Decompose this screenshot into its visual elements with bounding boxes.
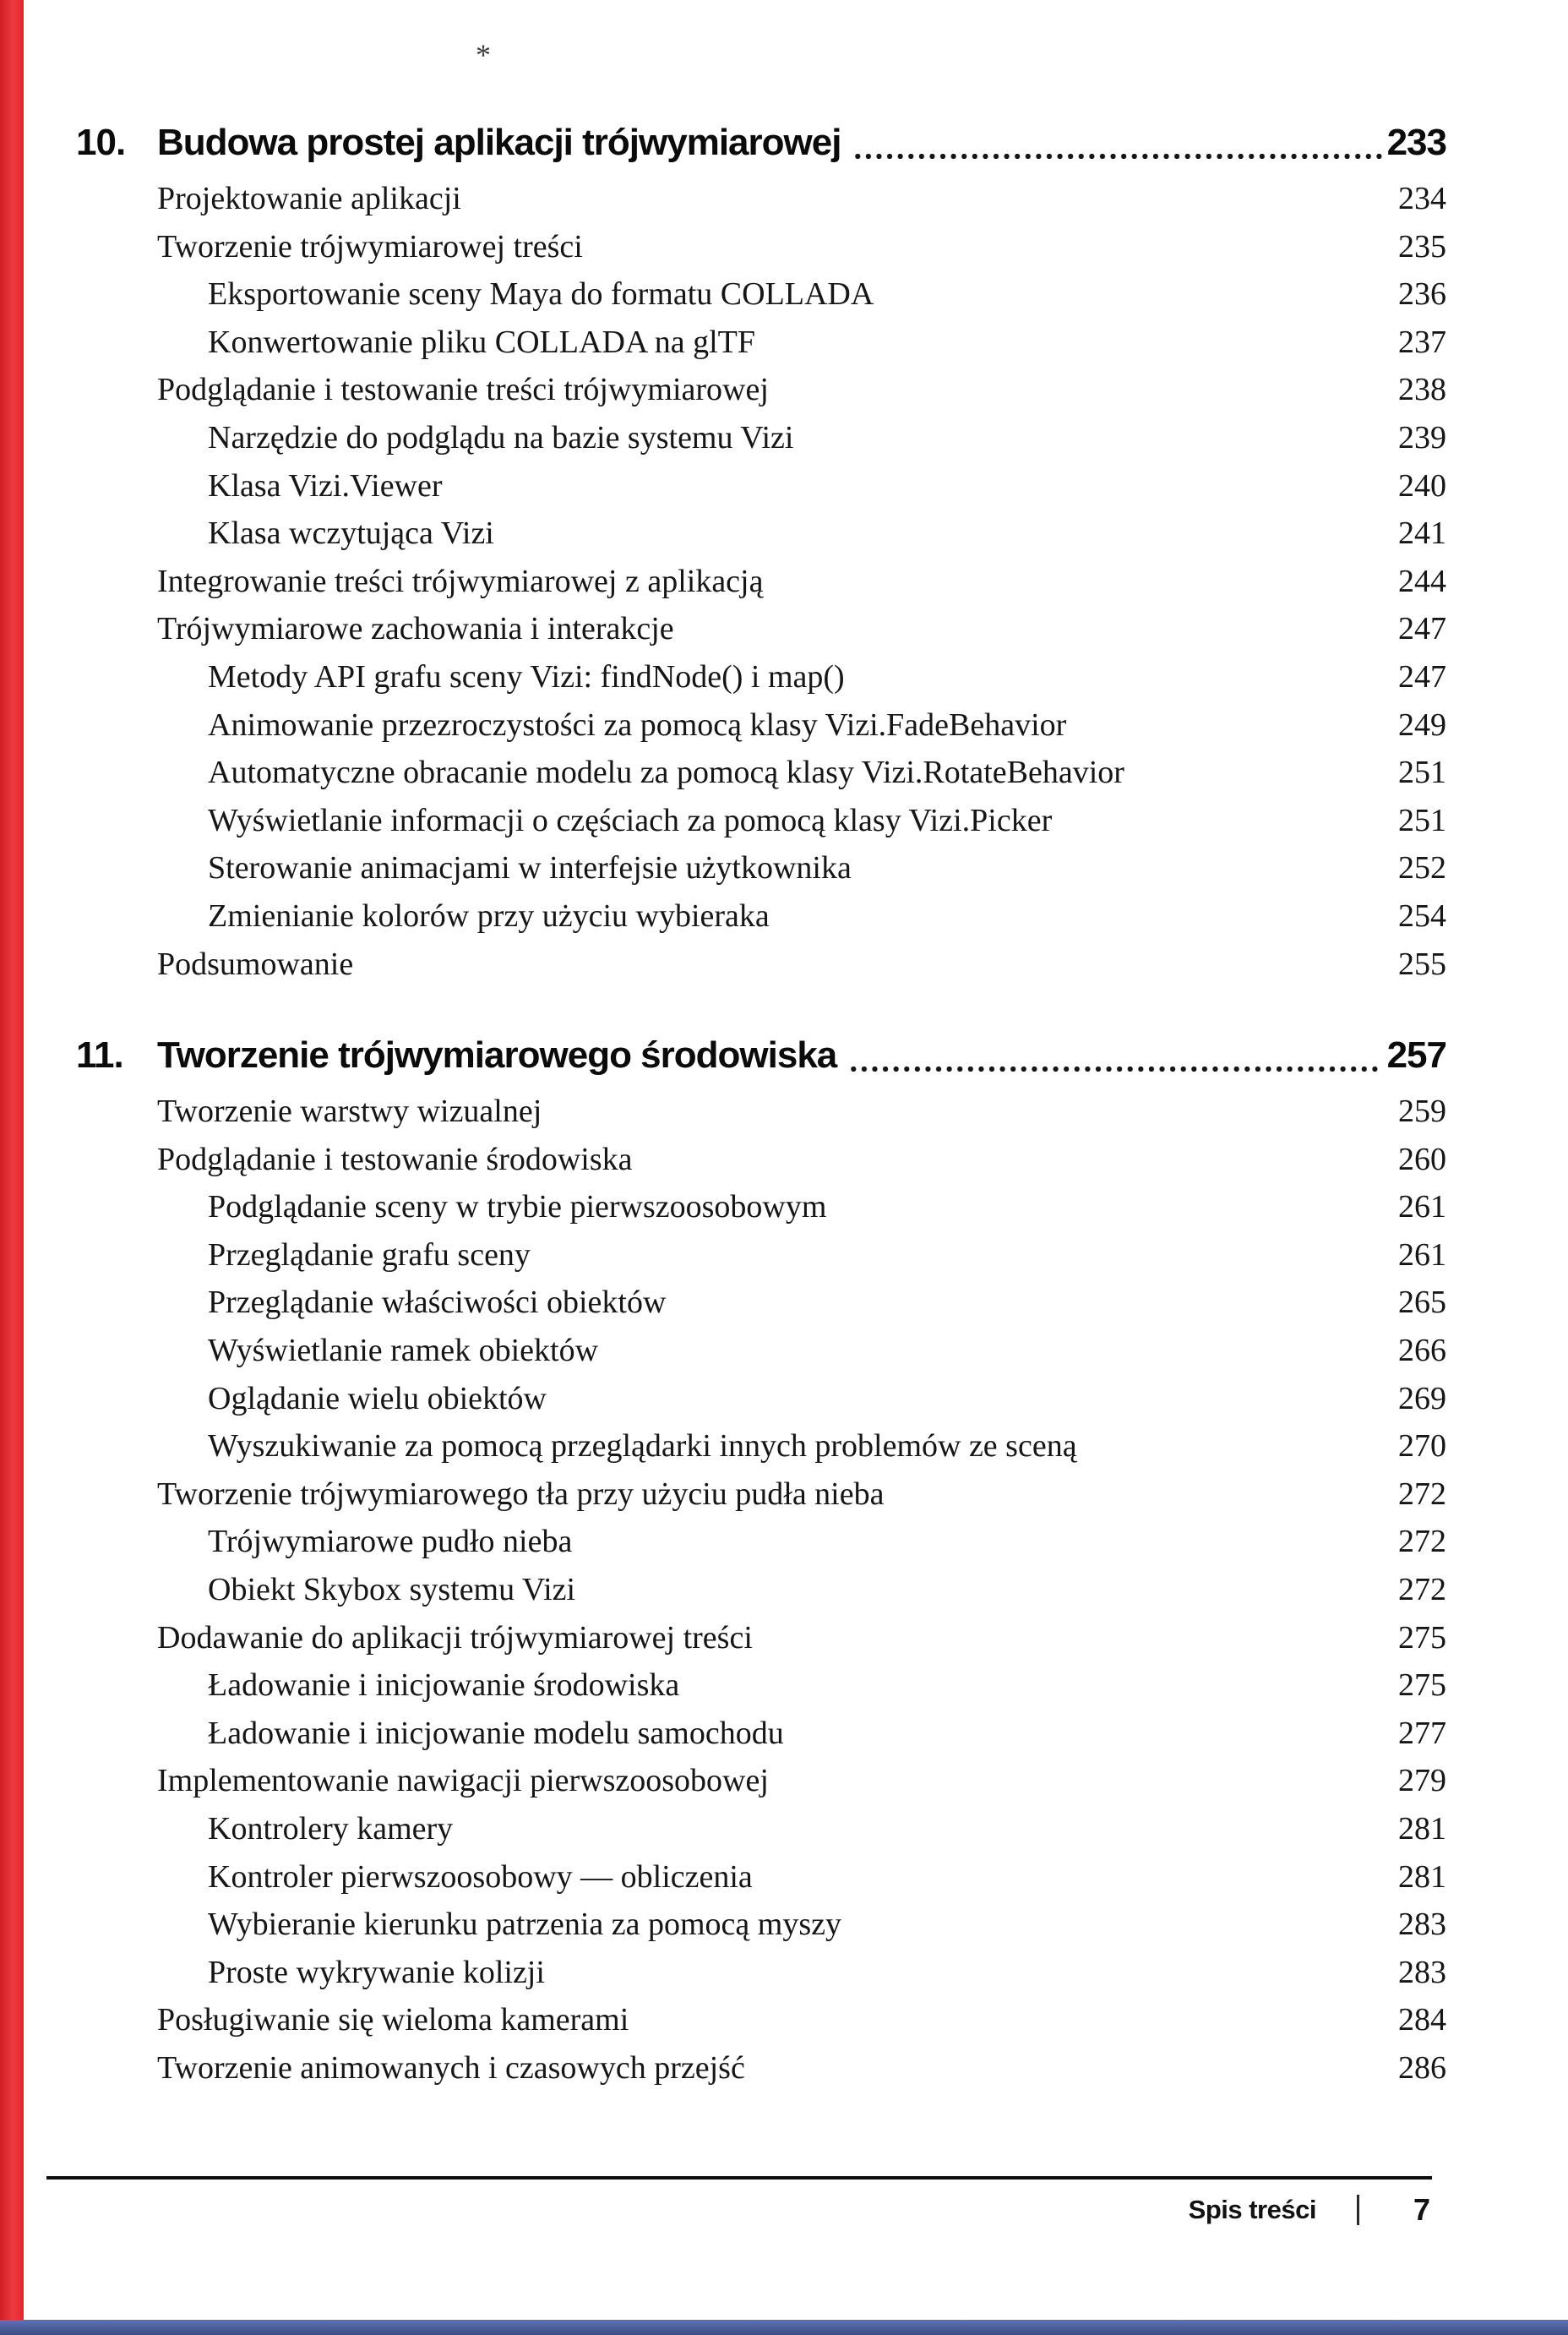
toc-entry-page-number: 255 [1398, 946, 1446, 982]
toc-entry [157, 1425, 1446, 1473]
toc-entry [157, 799, 1446, 848]
toc-entry [157, 226, 1446, 274]
toc-entry [157, 1473, 1446, 1521]
toc-entry-label: Podglądanie i testowanie treści trójwymiarowej [157, 372, 769, 408]
scan-edge-blue-strip [0, 2320, 1568, 2335]
chapter-page-number: 257 [1386, 1034, 1446, 1077]
toc-entry-label: Proste wykrywanie kolizji [208, 1954, 545, 1990]
toc-entry [157, 1234, 1446, 1282]
toc-entry-label: Animowanie przezroczystości za pomocą klasy Vizi.FadeBehavior [208, 707, 1067, 743]
toc-entry-page-number: 247 [1398, 658, 1446, 695]
toc-entry-label: Dodawanie do aplikacji trójwymiarowej treści [157, 1619, 753, 1656]
toc-entry [157, 2047, 1446, 2095]
toc-entry-label: Kontrolery kamery [208, 1811, 454, 1847]
toc-entry-page-number: 270 [1398, 1428, 1446, 1465]
dot-leader [852, 152, 1381, 161]
toc-entry [157, 1520, 1446, 1568]
toc-entry-label: Trójwymiarowe pudło nieba [208, 1524, 573, 1560]
toc-entry-label: Przeglądanie grafu sceny [208, 1236, 531, 1273]
toc-entry [157, 465, 1446, 513]
toc-entry-page-number: 240 [1398, 467, 1446, 504]
toc-entry-label: Integrowanie treści trójwymiarowej z aplikacją [157, 563, 764, 599]
footer-section-label: Spis treści [1188, 2195, 1316, 2224]
toc-entry [157, 1617, 1446, 1665]
toc-entry-page-number: 283 [1398, 1954, 1446, 1990]
toc-entry-label: Klasa Vizi.Viewer [208, 467, 443, 504]
scan-speck: * [476, 38, 491, 72]
toc-entry [157, 368, 1446, 417]
toc-entry-page-number: 284 [1398, 2002, 1446, 2038]
toc-entry-page-number: 261 [1398, 1189, 1446, 1225]
toc-entry-page-number: 239 [1398, 419, 1446, 456]
toc-entry-page-number: 236 [1398, 276, 1446, 313]
toc-entry-page-number: 277 [1398, 1715, 1446, 1751]
toc-entry-page-number: 235 [1398, 228, 1446, 265]
toc-entry-label: Metody API grafu sceny Vizi: findNode() i map() [208, 658, 845, 695]
toc-entry-label: Kontroler pierwszoosobowy — obliczenia [208, 1858, 753, 1895]
toc-entry-label: Podglądanie i testowanie środowiska [157, 1141, 633, 1177]
toc-entry-page-number: 266 [1398, 1333, 1446, 1369]
toc-entry-page-number: 272 [1398, 1476, 1446, 1512]
toc-entry [157, 608, 1446, 656]
toc-entry [157, 1378, 1446, 1426]
footer-separator-bar [1357, 2195, 1359, 2225]
toc-entry [157, 1138, 1446, 1187]
toc-entry-page-number: 238 [1398, 372, 1446, 408]
toc-entry-label: Eksportowanie sceny Maya do formatu COLLADA [208, 276, 874, 313]
toc-entry-page-number: 279 [1398, 1763, 1446, 1799]
chapter-number: 10. [76, 122, 126, 163]
toc-entry [157, 847, 1446, 895]
toc-entry [157, 1186, 1446, 1234]
toc-entry [157, 943, 1446, 991]
toc-entry [157, 895, 1446, 943]
toc-entry-label: Ładowanie i inicjowanie środowiska [208, 1667, 680, 1704]
dot-leader [848, 1065, 1381, 1073]
toc-entry-label: Tworzenie animowanych i czasowych przejść [157, 2049, 745, 2086]
toc-entry-label: Przeglądanie właściwości obiektów [208, 1285, 667, 1321]
toc-entry-page-number: 249 [1398, 707, 1446, 743]
toc-entry-label: Tworzenie trójwymiarowej treści [157, 228, 583, 265]
toc-entry-label: Klasa wczytująca Vizi [208, 516, 494, 552]
toc-entry-label: Projektowanie aplikacji [157, 181, 461, 216]
toc-entry-page-number: 244 [1398, 563, 1446, 599]
toc-entry-page-number: 260 [1398, 1141, 1446, 1177]
toc-entry-label: Posługiwanie się wieloma kamerami [157, 2002, 629, 2038]
toc-entry-label: Oglądanie wielu obiektów [208, 1380, 547, 1416]
toc-entry-page-number: 251 [1398, 755, 1446, 791]
toc-entry-label: Obiekt Skybox systemu Vizi [208, 1572, 576, 1608]
toc-entry [157, 1329, 1446, 1378]
toc-entry-page-number: 275 [1398, 1667, 1446, 1704]
toc-entry [157, 751, 1446, 799]
chapter-title: Tworzenie trójwymiarowego środowiska [157, 1034, 837, 1077]
chapter-heading [76, 118, 1446, 171]
footer [1189, 2192, 1430, 2228]
toc-entry-label: Tworzenie warstwy wizualnej [157, 1094, 542, 1130]
toc-entry-label: Trójwymiarowe zachowania i interakcje [157, 611, 674, 647]
toc-entry [157, 656, 1446, 704]
toc-entry [157, 1712, 1446, 1760]
toc-entry [157, 560, 1446, 608]
chapter-title: Budowa prostej aplikacji trójwymiarowej [157, 122, 841, 163]
toc-entry [157, 704, 1446, 752]
toc-entry-label: Konwertowanie pliku COLLADA na glTF [208, 324, 756, 360]
toc-entry-page-number: 234 [1398, 181, 1446, 216]
toc-entry-page-number: 286 [1398, 2049, 1446, 2086]
toc-entry [157, 1568, 1446, 1617]
toc-entry-page-number: 281 [1398, 1811, 1446, 1847]
toc-entry-page-number: 283 [1398, 1907, 1446, 1943]
toc-entry-label: Tworzenie trójwymiarowego tła przy użyciu pudła nieba [157, 1476, 885, 1512]
toc-entry [157, 1759, 1446, 1808]
toc-entry-page-number: 254 [1398, 897, 1446, 934]
toc-entry-label: Wyświetlanie ramek obiektów [208, 1333, 599, 1369]
toc-entry-page-number: 261 [1398, 1236, 1446, 1273]
toc-entry-label: Wyświetlanie informacji o częściach za pomocą klasy Vizi.Picker [208, 802, 1053, 838]
toc-entry [157, 321, 1446, 369]
toc-entry-page-number: 247 [1398, 611, 1446, 647]
toc-entry-page-number: 275 [1398, 1619, 1446, 1656]
toc-entry-page-number: 272 [1398, 1572, 1446, 1608]
toc-entry-label: Wybieranie kierunku patrzenia za pomocą myszy [208, 1907, 841, 1943]
toc-entry-label: Narzędzie do podglądu na bazie systemu Vizi [208, 419, 794, 456]
footer-rule [46, 2176, 1432, 2180]
chapter-page-number: 233 [1386, 122, 1446, 163]
toc-entry-label: Ładowanie i inicjowanie modelu samochodu [208, 1715, 784, 1751]
toc-entry-page-number: 269 [1398, 1380, 1446, 1416]
toc-entry-page-number: 251 [1398, 802, 1446, 838]
toc-entry [157, 417, 1446, 465]
footer-page-number: 7 [1413, 2192, 1430, 2227]
toc-entry-label: Automatyczne obracanie modelu za pomocą klasy Vizi.RotateBehavior [208, 755, 1124, 791]
toc-entry [157, 1903, 1446, 1951]
toc-entry [157, 177, 1446, 226]
toc-entry-page-number: 237 [1398, 324, 1446, 360]
toc-entry [157, 1281, 1446, 1329]
toc-entry [157, 512, 1446, 560]
toc-entry [157, 1951, 1446, 1999]
toc-entry [157, 1856, 1446, 1904]
toc-entry-label: Sterowanie animacjami w interfejsie użytkownika [208, 850, 852, 887]
toc-entry [157, 273, 1446, 321]
toc-entry-page-number: 281 [1398, 1858, 1446, 1895]
toc-entry-page-number: 265 [1398, 1285, 1446, 1321]
toc-entry [157, 1999, 1446, 2047]
toc-entry-page-number: 241 [1398, 516, 1446, 552]
chapter-heading [76, 1031, 1446, 1083]
toc-entry-label: Implementowanie nawigacji pierwszoosobowej [157, 1763, 769, 1799]
toc-entry [157, 1808, 1446, 1856]
toc-entry-label: Wyszukiwanie za pomocą przeglądarki innych problemów ze sceną [208, 1428, 1077, 1465]
toc-entry-label: Podsumowanie [157, 946, 354, 982]
toc-entry-page-number: 272 [1398, 1524, 1446, 1560]
toc-entry-label: Zmienianie kolorów przy użyciu wybieraka [208, 897, 770, 934]
toc-entry [157, 1664, 1446, 1712]
chapter-number: 11. [76, 1034, 123, 1077]
toc-entry [157, 1090, 1446, 1138]
toc-entry-label: Podglądanie sceny w trybie pierwszoosobowym [208, 1189, 827, 1225]
toc-entry-page-number: 259 [1398, 1094, 1446, 1130]
toc-entry-page-number: 252 [1398, 850, 1446, 887]
